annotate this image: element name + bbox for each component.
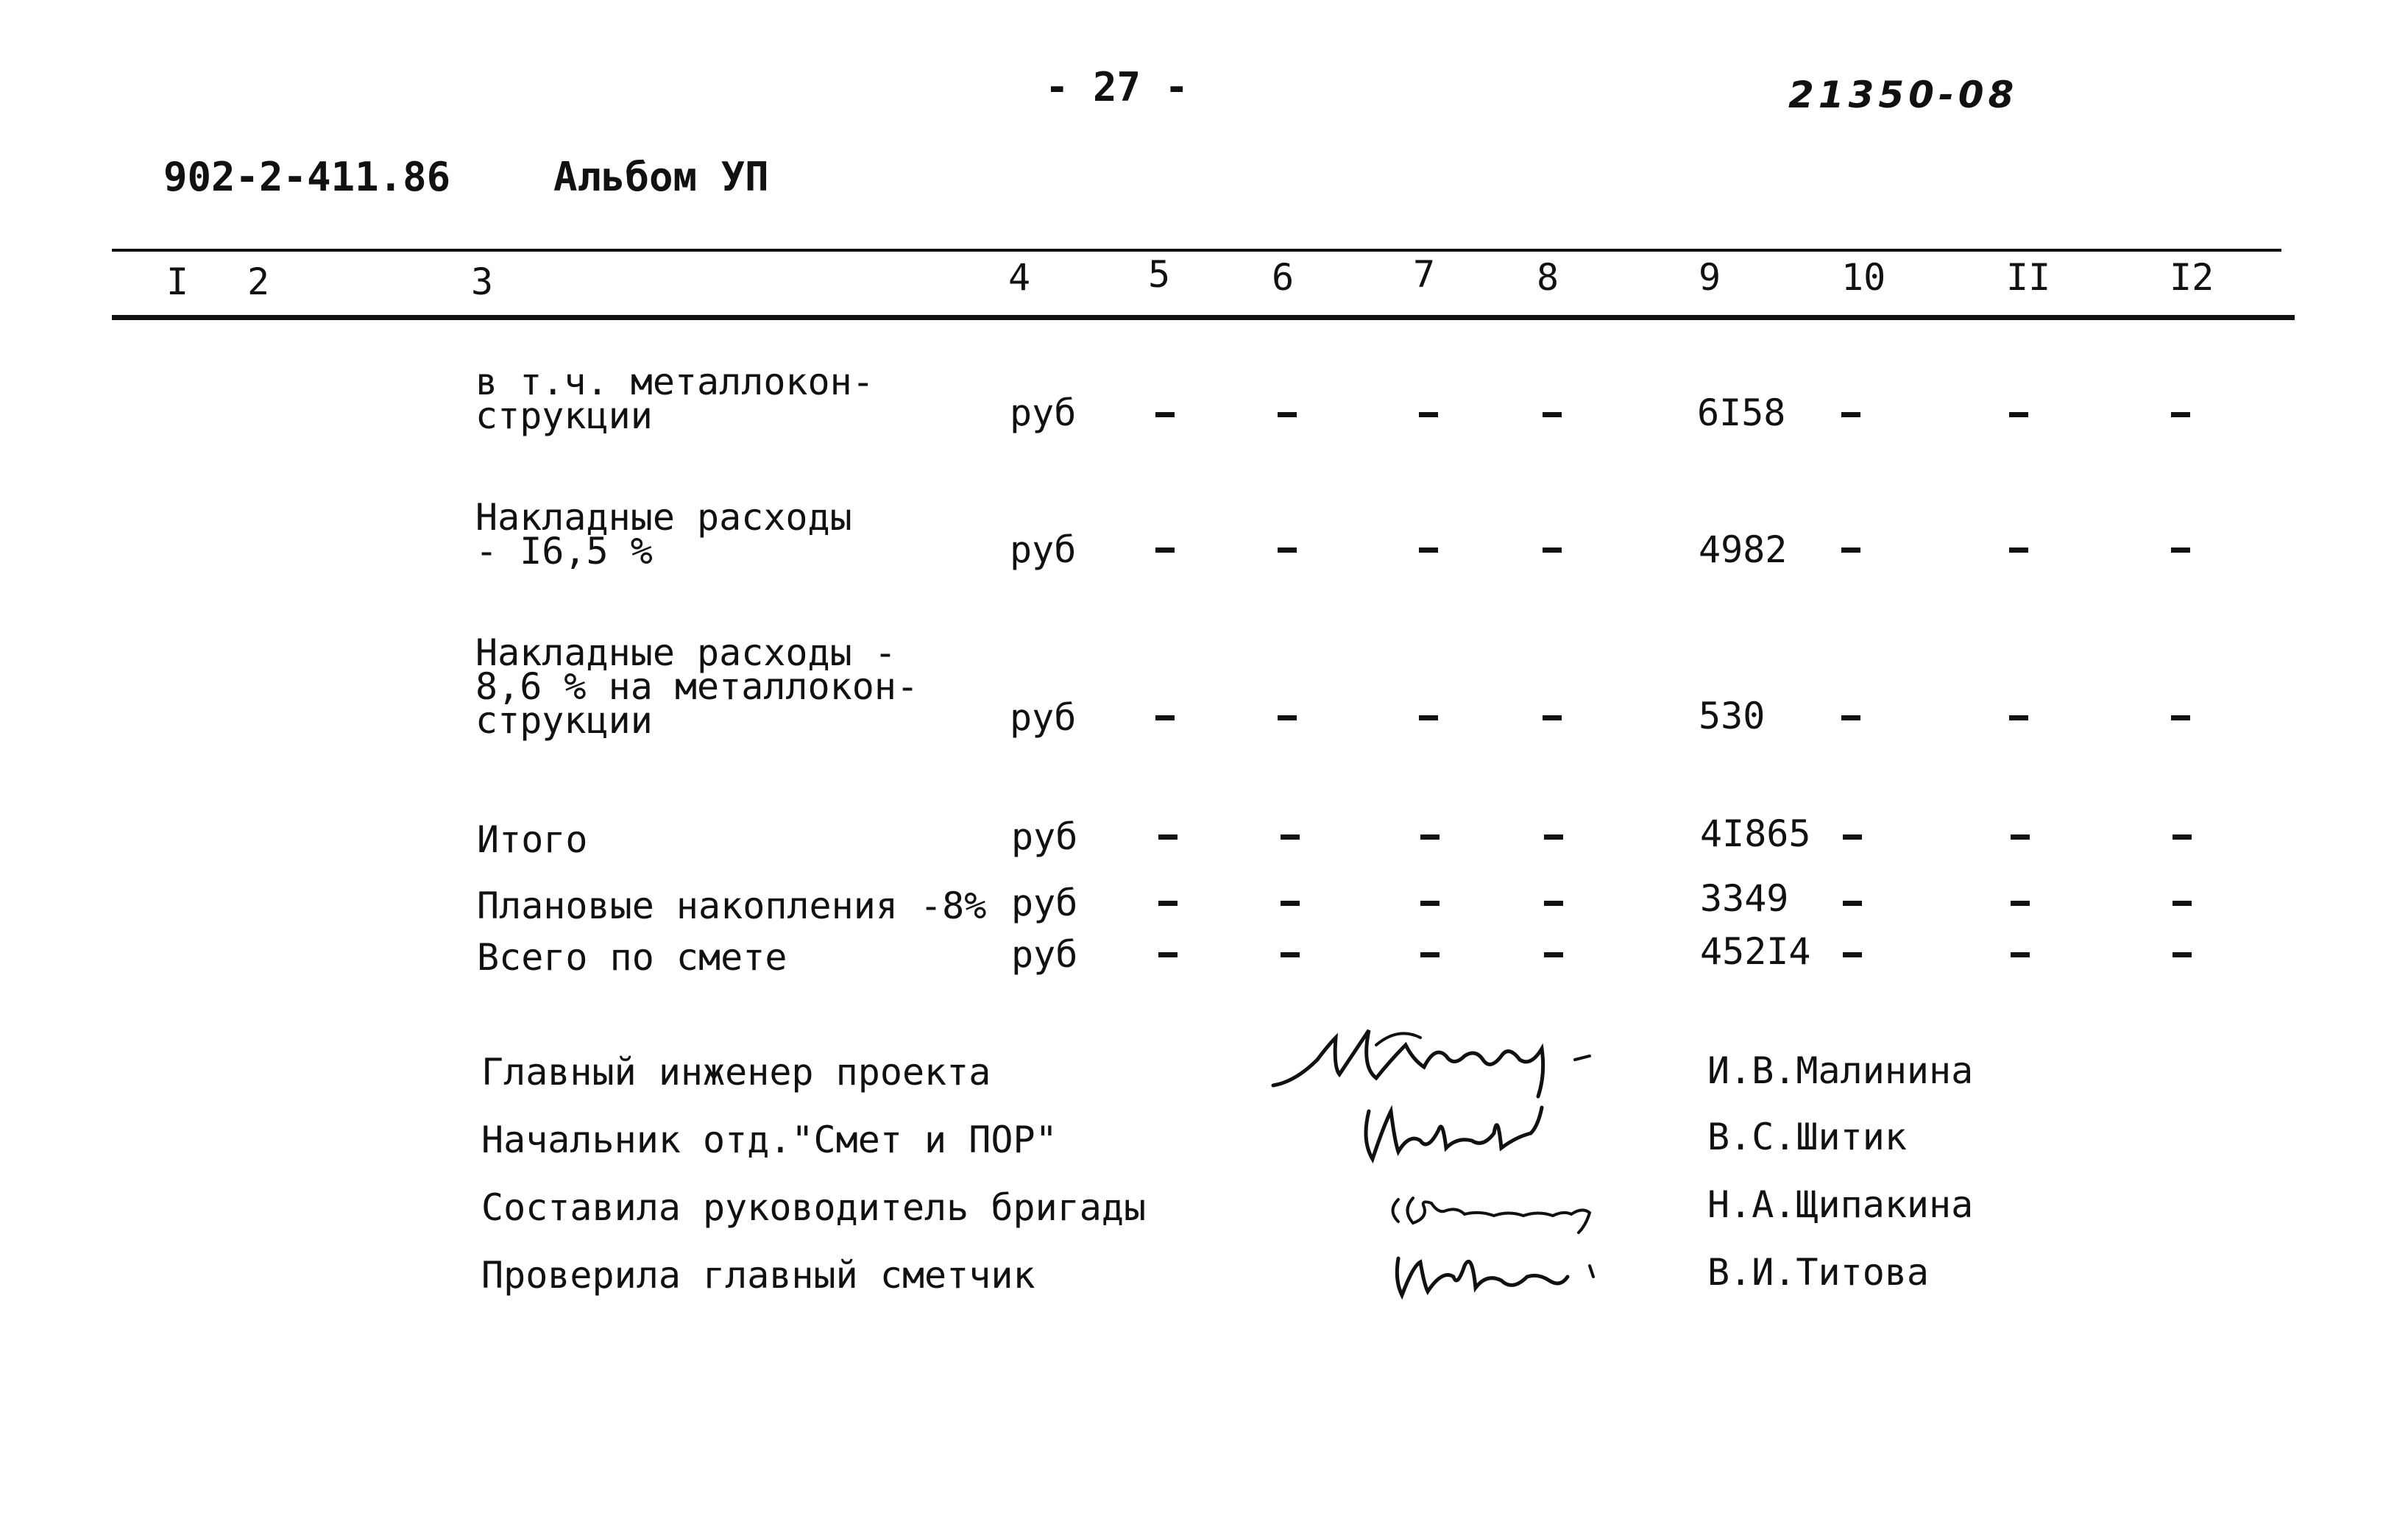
handwritten-signature-1 xyxy=(1266,1016,1634,1104)
handwritten-signature-4 xyxy=(1384,1236,1619,1310)
row-unit: руб xyxy=(1010,696,1077,739)
dash-mark xyxy=(2171,715,2190,720)
dash-mark xyxy=(2172,834,2192,840)
dash-mark xyxy=(2011,834,2030,840)
dash-mark xyxy=(2172,952,2192,957)
dash-mark xyxy=(1155,547,1175,553)
dash-mark xyxy=(1544,901,1563,906)
row-value-col9: 4982 xyxy=(1699,528,1788,571)
dash-mark xyxy=(1544,952,1563,957)
dash-mark xyxy=(1281,901,1300,906)
signature-role: Проверила главный сметчик xyxy=(481,1254,1035,1297)
row-label: Всего по смете xyxy=(477,936,787,979)
column-header: 4 xyxy=(1008,256,1031,299)
dash-mark xyxy=(1278,547,1297,553)
row-unit: руб xyxy=(1011,815,1078,858)
signature-name: И.В.Малинина xyxy=(1707,1049,1974,1092)
signature-role: Составила руководитель бригады xyxy=(481,1186,1147,1229)
column-header: 2 xyxy=(247,261,270,303)
dash-mark xyxy=(1155,412,1175,417)
dash-mark xyxy=(1841,715,1860,720)
row-unit: руб xyxy=(1011,882,1078,924)
row-label: Накладные расходы xyxy=(475,496,852,539)
dash-mark xyxy=(1543,547,1562,553)
column-header: I xyxy=(166,261,189,303)
signature-name: В.С.Шитик xyxy=(1707,1116,1907,1158)
row-unit: руб xyxy=(1010,528,1077,571)
row-label: Итого xyxy=(477,818,588,861)
row-label: - I6,5 % xyxy=(475,530,653,573)
column-header: 5 xyxy=(1148,253,1171,296)
row-label: струкции xyxy=(475,699,653,742)
column-header: 3 xyxy=(471,261,494,303)
dash-mark xyxy=(2011,901,2030,906)
dash-mark xyxy=(1420,952,1440,957)
row-value-col9: 452I4 xyxy=(1700,930,1811,973)
table-top-rule xyxy=(112,249,2281,252)
row-unit: руб xyxy=(1010,391,1077,434)
row-value-col9: 3349 xyxy=(1700,877,1789,920)
dash-mark xyxy=(1419,715,1438,720)
dash-mark xyxy=(1843,834,1862,840)
dash-mark xyxy=(1843,952,1862,957)
dash-mark xyxy=(1281,834,1300,840)
dash-mark xyxy=(1543,412,1562,417)
dash-mark xyxy=(1281,952,1300,957)
dash-mark xyxy=(1278,412,1297,417)
row-label: в т.ч. металлокон- xyxy=(475,361,874,403)
row-value-col9: 4I865 xyxy=(1700,812,1811,855)
row-unit: руб xyxy=(1011,933,1078,976)
row-label: Накладные расходы - xyxy=(475,631,896,674)
dash-mark xyxy=(1155,715,1175,720)
dash-mark xyxy=(1158,952,1178,957)
dash-mark xyxy=(1278,715,1297,720)
dash-mark xyxy=(2172,901,2192,906)
dash-mark xyxy=(1420,834,1440,840)
dash-mark xyxy=(1544,834,1563,840)
dash-mark xyxy=(2009,547,2028,553)
dash-mark xyxy=(1419,547,1438,553)
dash-mark xyxy=(1419,412,1438,417)
row-value-col9: 530 xyxy=(1699,695,1766,737)
row-label: Плановые накопления -8% xyxy=(477,885,987,927)
column-header: 10 xyxy=(1841,256,1886,299)
doc-code: 21350-08 xyxy=(1788,74,2019,116)
dash-mark xyxy=(2011,952,2030,957)
signature-role: Главный инженер проекта xyxy=(481,1051,991,1094)
dash-mark xyxy=(2171,412,2190,417)
dash-mark xyxy=(2009,412,2028,417)
row-value-col9: 6I58 xyxy=(1697,391,1786,434)
signature-name: В.И.Титова xyxy=(1707,1251,1930,1294)
dash-mark xyxy=(1420,901,1440,906)
row-label: струкции xyxy=(475,394,653,437)
column-header: 8 xyxy=(1537,256,1559,299)
dash-mark xyxy=(1543,715,1562,720)
column-header: 7 xyxy=(1413,253,1436,296)
signature-role: Начальник отд."Смет и ПОР" xyxy=(481,1119,1058,1161)
row-label: 8,6 % на металлокон- xyxy=(475,665,919,708)
dash-mark xyxy=(1841,547,1860,553)
dash-mark xyxy=(2009,715,2028,720)
signature-name: Н.А.Щипакина xyxy=(1707,1183,1974,1226)
dash-mark xyxy=(1158,834,1178,840)
dash-mark xyxy=(2171,547,2190,553)
project-code: 902-2-411.86 xyxy=(163,154,451,200)
column-header: I2 xyxy=(2170,256,2214,299)
dash-mark xyxy=(1843,901,1862,906)
column-header: II xyxy=(2006,256,2051,299)
handwritten-signature-3 xyxy=(1376,1177,1626,1236)
column-header: 6 xyxy=(1272,256,1295,299)
dash-mark xyxy=(1158,901,1178,906)
page-number: - 27 - xyxy=(1045,64,1189,110)
dash-mark xyxy=(1841,412,1860,417)
handwritten-signature-2 xyxy=(1354,1096,1590,1170)
column-header: 9 xyxy=(1699,256,1721,299)
table-header-rule xyxy=(112,315,2295,320)
album-label: Альбом УП xyxy=(553,154,769,200)
